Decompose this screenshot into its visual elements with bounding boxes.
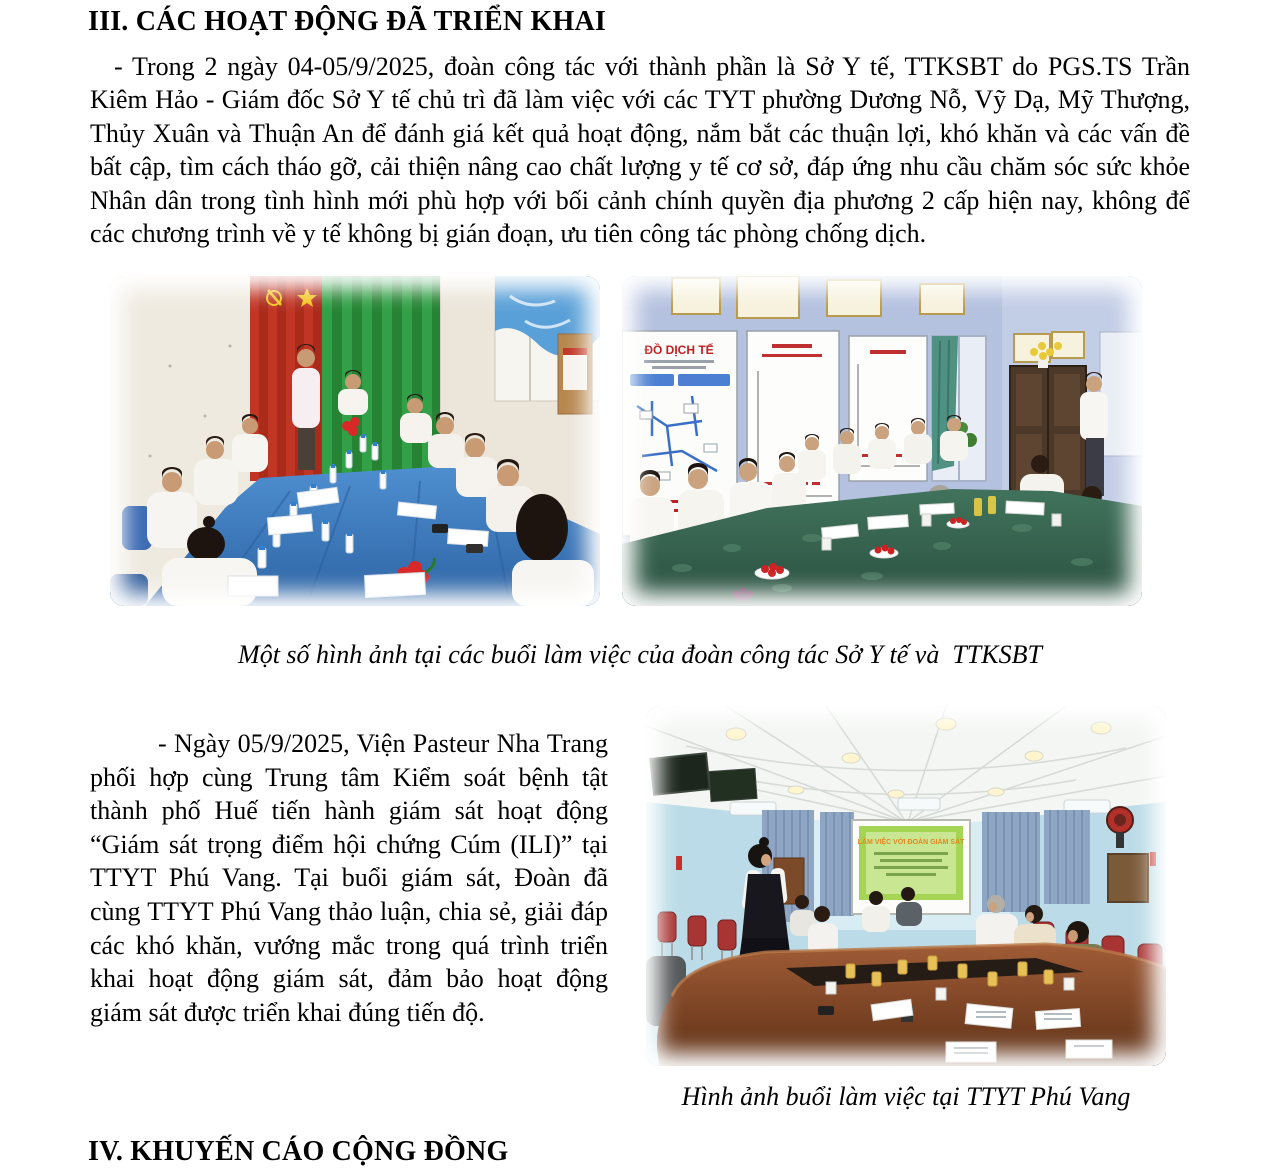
section-heading-activities: III. CÁC HOẠT ĐỘNG ĐÃ TRIỂN KHAI xyxy=(88,6,607,37)
section-heading-recommendations: IV. KHUYẾN CÁO CỘNG ĐỒNG xyxy=(88,1136,509,1167)
photo-meeting-blue-table xyxy=(110,276,600,606)
photo-meeting-map-boards-illustration xyxy=(622,276,1142,606)
paragraph-activities: - Trong 2 ngày 04-05/9/2025, đoàn công tác với thành phần là Sở Y tế, TTKSBT do PGS.TS Trần Kiêm Hảo - Giám đốc Sở Y tế chủ trì đã làm việc với các TYT phường Dương Nỗ, Vỹ Dạ, Mỹ Thượng, Thủy Xuân và Thuận An để đánh giá kết quả hoạt động, nắm bắt các thuận lợi, khó khăn và các vấn đề bất cập, tìm cách tháo gỡ, cải thiện nâng cao chất lượng y tế cơ sở, đáp ứng nhu cầu chăm sóc sức khỏe Nhân dân trong tình hình mới phù hợp với bối cảnh chính quyền địa phương 2 cấp hiện nay, không để các chương trình về y tế không bị gián đoạn, ưu tiên công tác phòng chống dịch. xyxy=(90,52,1190,249)
photo-meeting-blue-table-illustration xyxy=(110,276,600,606)
caption-soyte-ttksbt: Một số hình ảnh tại các buổi làm việc của đoàn công tác Sở Y tế và TTKSBT xyxy=(238,640,1042,669)
slide-title: LÀM VIỆC VỚI ĐOÀN GIÁM SÁT xyxy=(857,839,965,846)
photo-conference-phu-vang xyxy=(646,706,1166,1066)
epidemic-board-title: ĐỒ DỊCH TẾ xyxy=(644,343,714,357)
photo-row xyxy=(110,276,1142,606)
photo-meeting-map-boards xyxy=(622,276,1142,606)
caption-ttyt-phu-vang: Hình ảnh buổi làm việc tại TTYT Phú Vang xyxy=(681,1082,1131,1111)
paragraph-pasteur-phu-vang: - Ngày 05/9/2025, Viện Pasteur Nha Trang phối hợp cùng Trung tâm Kiểm soát bệnh tật thành phố Huế tiến hành giám sát hoạt động “Giám sát trọng điểm hội chứng Cúm (ILI)” tại TTYT Phú Vang. Tại buổi giám sát, Đoàn đã cùng TTYT Phú Vang thảo luận, chia sẻ, giải đáp các khó khăn, vướng mắc trong quá trình triển khai hoạt động giám sát, đảm bảo hoạt động giám sát được triển khai đúng tiến độ. xyxy=(90,729,608,1027)
photo-conference-phu-vang-illustration xyxy=(646,706,1166,1066)
